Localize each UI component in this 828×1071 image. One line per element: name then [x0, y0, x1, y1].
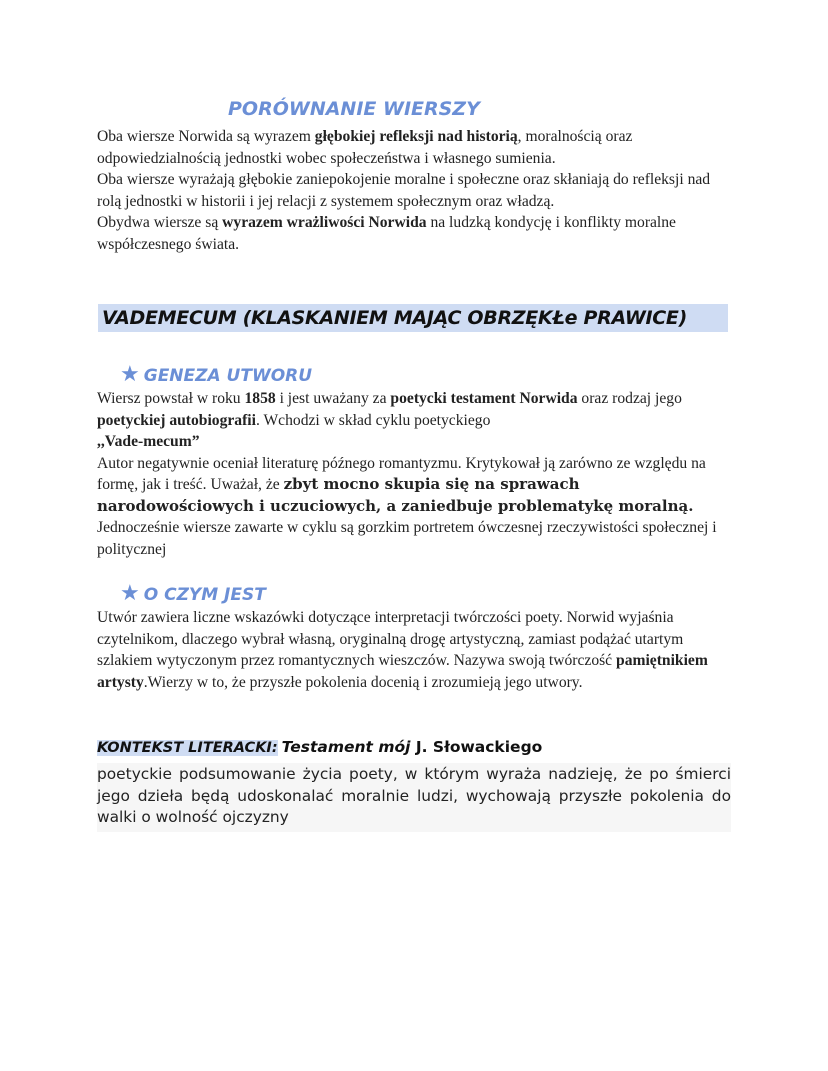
context-author: J. Słowackiego	[410, 738, 543, 756]
comparison-p3-bold: wyrazem wrażliwości Norwida	[222, 214, 427, 231]
genesis-heading	[120, 361, 312, 387]
comparison-title: PORÓWNANIE WIERSZY	[228, 98, 480, 120]
about-text	[97, 607, 727, 693]
main-heading: VADEMECUM (KLASKANIEM MAJĄC OBRZĘKŁe PRAWICE)	[98, 304, 728, 332]
genesis-cycle: ,,Vade-mecum”	[97, 433, 200, 450]
about-p-pre: Utwór zawiera liczne wskazówki dotyczące interpretacji twórczości poety. Norwid wyjaśnia czytelnikom, dlaczego wybrał własną, oryginalną drogę artystyczną, zamiast podążać utartym szlakiem wytyczonym przez romantycznych wieszczów. Nazywa swoją twórczość	[97, 609, 684, 669]
genesis-autobiography: poetyckiej autobiografii	[97, 411, 256, 429]
context-text: poetyckie podsumowanie życia poety, w którym wyraża nadzieję, że po śmierci jego dzieła będą udoskonalać moralnie ludzi, wychowają przyszłe pokolenia do walki o wolność ojczyzny	[97, 763, 731, 832]
star-icon: ★	[120, 580, 140, 605]
about-p-post: .Wierzy w to, że przyszłe pokolenia docenią i zrozumieją jego utwory.	[143, 673, 583, 691]
comparison-p1-post: , moralnością oraz odpowiedzialnością jednostki wobec społeczeństwa i własnego sumienia.	[97, 128, 633, 167]
genesis-s2: i jest uważany za	[275, 390, 391, 407]
genesis-text	[97, 388, 733, 560]
genesis-s3: oraz rodzaj jego	[577, 390, 682, 407]
genesis-s1: Wiersz powstał w roku	[97, 390, 245, 407]
context-label: KONTEKST LITERACKI:	[97, 740, 278, 756]
genesis-title: GENEZA UTWORU	[143, 366, 313, 386]
context-heading	[97, 738, 542, 757]
genesis-year: 1858	[244, 390, 276, 407]
comparison-p1-pre: Oba wiersze Norwida są wyrazem	[97, 128, 315, 145]
genesis-s5-bold: zbyt mocno skupia się na sprawach narodowościowych i uczuciowych, a zaniedbuje problematykę moralną.	[97, 475, 694, 515]
comparison-p3-pre: Obydwa wiersze są	[97, 214, 223, 231]
star-icon: ★	[120, 361, 140, 386]
genesis-testament: poetycki testament Norwida	[390, 390, 578, 407]
about-heading	[120, 580, 266, 606]
genesis-s4: . Wchodzi w skład cyklu poetyckiego	[255, 411, 491, 429]
context-work: Testament mój	[281, 738, 411, 756]
genesis-s5: Autor negatywnie oceniał literaturę późnego romantyzmu. Krytykował ją zarówno ze względu na formę, jak i treść. Uważał, że	[97, 454, 706, 493]
about-title: O CZYM JEST	[143, 585, 266, 605]
comparison-p3-post: na ludzką kondycję i konflikty moralne współczesnego świata.	[97, 214, 676, 253]
comparison-p1-bold: głębokiej refleksji nad historią	[314, 128, 518, 145]
context-work-line	[282, 738, 543, 756]
about-p-bold: pamiętnikiem artysty	[97, 652, 708, 691]
comparison-p2: Oba wiersze wyrażają głębokie zaniepokojenie moralne i społeczne oraz skłaniają do refleksji nad rolą jednostki w historii i jej relacji z systemem społecznym oraz władzą.	[97, 171, 711, 210]
genesis-s6: Jednocześnie wiersze zawarte w cyklu są gorzkim portretem ówczesnej rzeczywistości społecznej i politycznej	[97, 519, 717, 558]
comparison-text	[97, 126, 737, 255]
